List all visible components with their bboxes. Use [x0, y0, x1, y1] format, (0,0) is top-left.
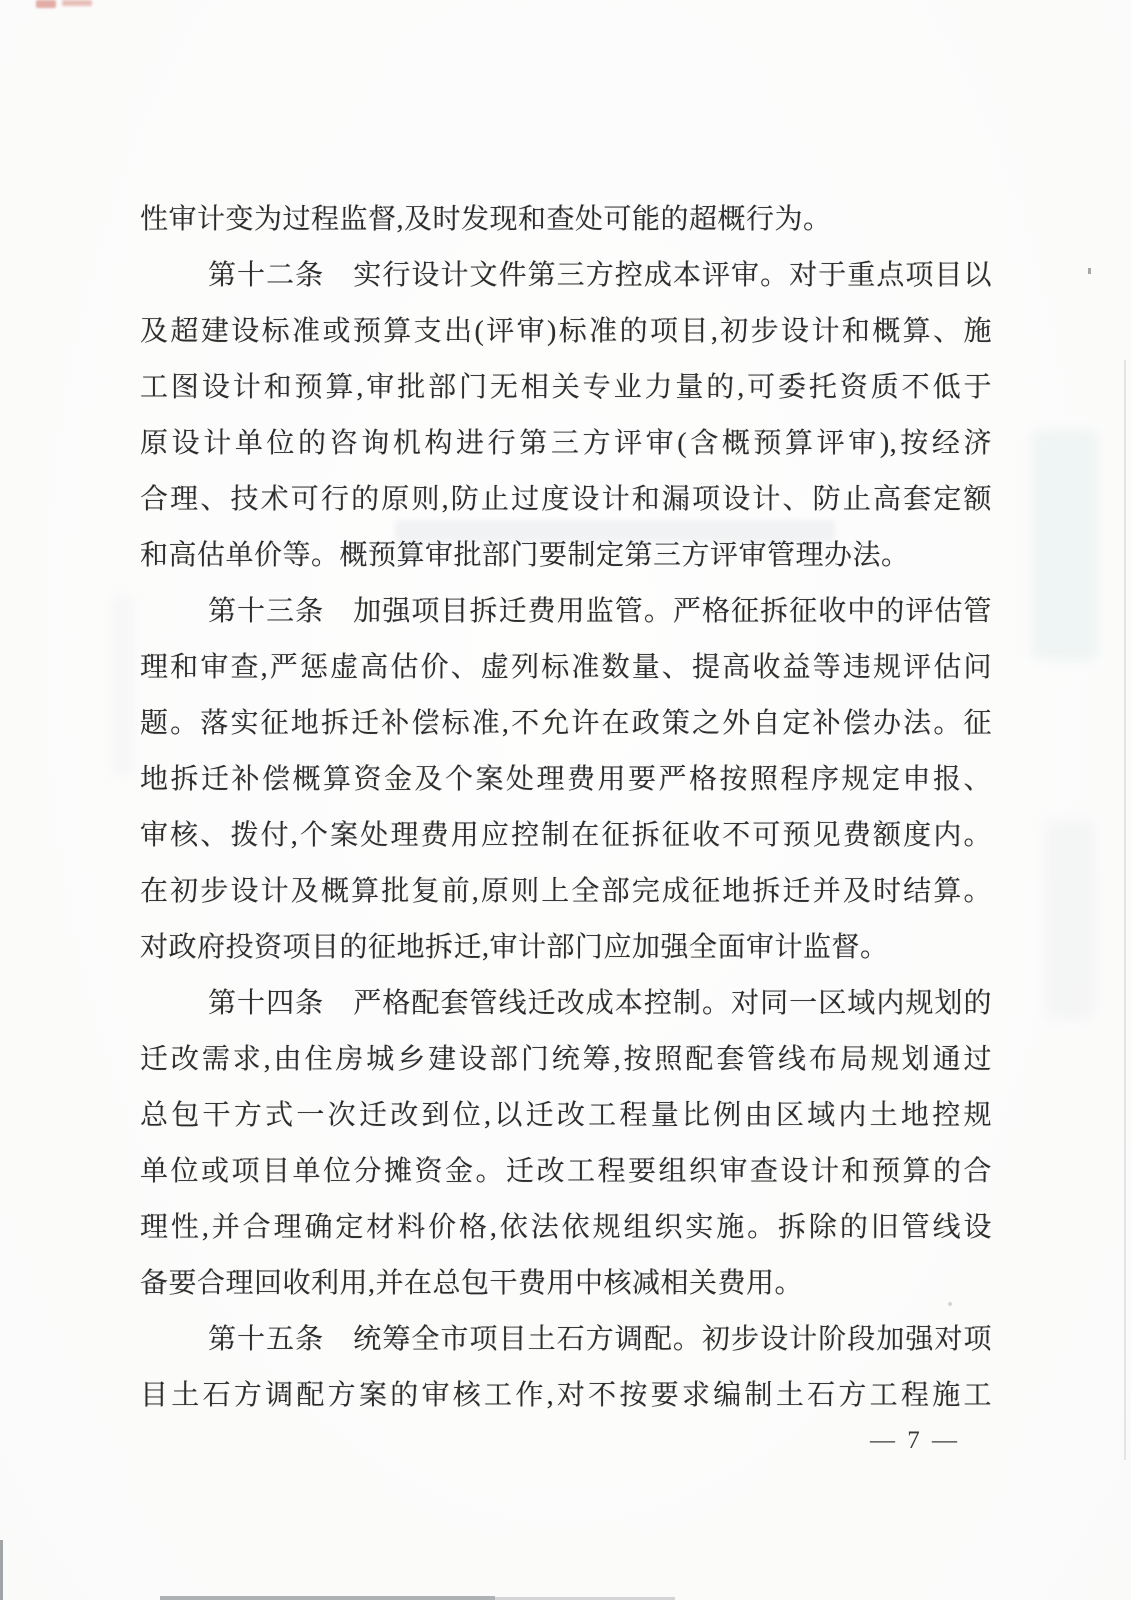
- text-line: 题。落实征地拆迁补偿标准,不允许在政策之外自定补偿办法。征: [140, 708, 992, 739]
- text-line: 迁改需求,由住房城乡建设部门统筹,按照配套管线布局规划通过: [140, 1044, 992, 1075]
- text-line: 备要合理回收利用,并在总包干费用中核减相关费用。: [140, 1268, 804, 1299]
- text-line: 第十三条 加强项目拆迁费用监管。严格征拆征收中的评估管: [208, 596, 992, 627]
- red-header-remnant-artifact: [62, 0, 92, 6]
- text-line: 理性,并合理确定材料价格,依法依规组织实施。拆除的旧管线设: [140, 1212, 992, 1243]
- scan-speck-artifact: [1088, 268, 1091, 274]
- text-line: 及超建设标准或预算支出(评审)标准的项目,初步设计和概算、施: [140, 316, 992, 347]
- ink-bleed-through-artifact: [1045, 820, 1095, 1020]
- text-line: 单位或项目单位分摊资金。迁改工程要组织审查设计和预算的合: [140, 1156, 992, 1187]
- text-line: 合理、技术可行的原则,防止过度设计和漏项设计、防止高套定额: [140, 484, 992, 515]
- text-line: 第十五条 统筹全市项目土石方调配。初步设计阶段加强对项: [208, 1324, 992, 1355]
- text-line: 第十四条 严格配套管线迁改成本控制。对同一区域内规划的: [208, 988, 992, 1019]
- page-number: — 7 —: [870, 1427, 960, 1454]
- text-line: 理和审查,严惩虚高估价、虚列标准数量、提高收益等违规评估问: [140, 652, 992, 683]
- text-line: 目土石方调配方案的审核工作,对不按要求编制土石方工程施工: [140, 1380, 992, 1411]
- text-line: 总包干方式一次迁改到位,以迁改工程量比例由区域内土地控规: [140, 1100, 992, 1131]
- text-line: 第十二条 实行设计文件第三方控成本评审。对于重点项目以: [208, 260, 992, 291]
- text-line: 审核、拨付,个案处理费用应控制在征拆征收不可预见费额度内。: [140, 820, 992, 851]
- text-line: 在初步设计及概算批复前,原则上全部完成征地拆迁并及时结算。: [140, 876, 992, 907]
- text-line: 性审计变为过程监督,及时发现和查处可能的超概行为。: [140, 204, 832, 235]
- text-line: 原设计单位的咨询机构进行第三方评审(含概预算评审),按经济: [140, 428, 992, 459]
- ink-bleed-through-artifact: [112, 596, 134, 776]
- red-header-remnant-artifact: [36, 0, 56, 8]
- scan-edge-artifact: [160, 1596, 495, 1600]
- text-line: 工图设计和预算,审批部门无相关专业力量的,可委托资质不低于: [140, 372, 992, 403]
- scan-edge-artifact: [1124, 360, 1126, 1460]
- text-line: 和高估单价等。概预算审批部门要制定第三方评审管理办法。: [140, 540, 910, 571]
- text-line: 对政府投资项目的征地拆迁,审计部门应加强全面审计监督。: [140, 932, 889, 963]
- ink-bleed-through-artifact: [1032, 430, 1098, 660]
- text-block: [140, 192, 992, 1424]
- text-line: 地拆迁补偿概算资金及个案处理费用要严格按照程序规定申报、: [140, 764, 992, 795]
- scan-edge-artifact: [0, 1540, 3, 1600]
